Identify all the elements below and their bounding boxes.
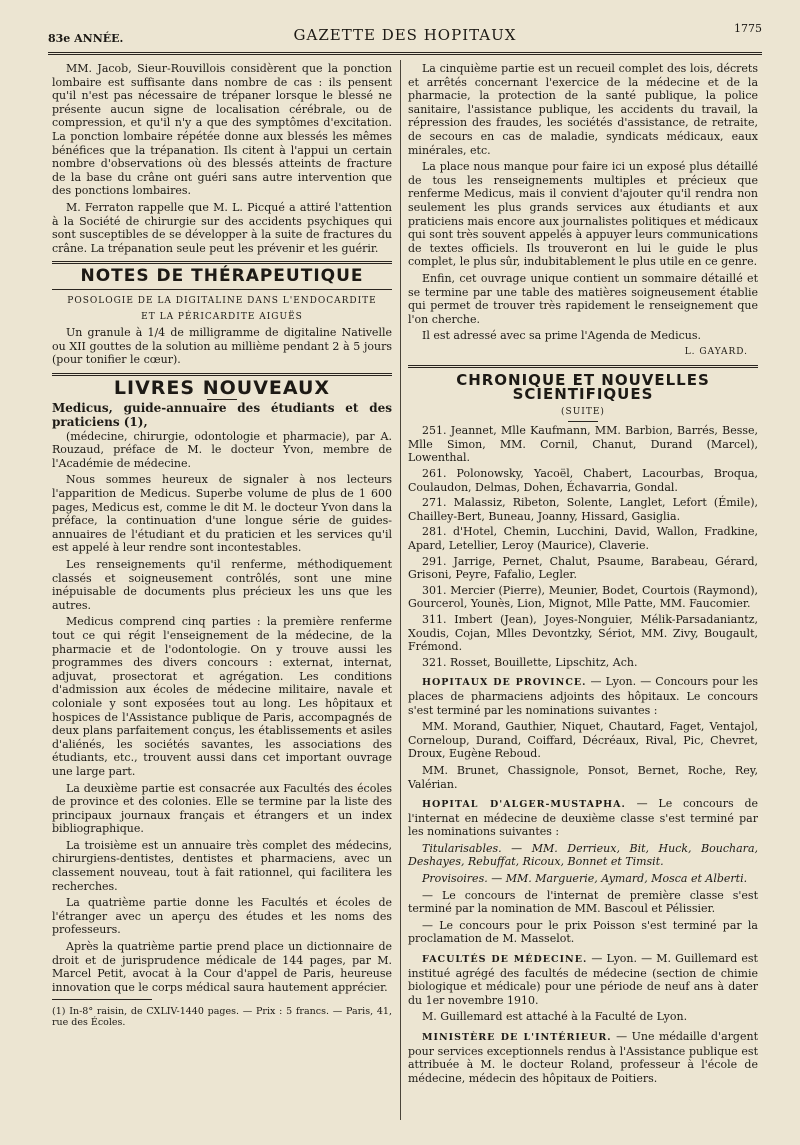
paragraph: La troisième est un annuaire très complet des médecins, chirurgiens-dentistes, dentistes et pharmaciens, avec un classement nouveau, tout à fait rationnel, qui facilitera les recherches.: [52, 838, 392, 893]
paragraph: Enfin, cet ouvrage unique contient un sommaire détaillé et se termine par une table des matières soigneusement établie qui permet de trouver très rapidement le renseignement que l'on cherche.: [408, 271, 758, 326]
news-text: — Le concours de l'internat en médecine de deuxième classe s'est terminé par les nominations suivantes :: [408, 797, 758, 839]
subheading: POSOLOGIE DE LA DIGITALINE DANS L'ENDOCARDITE: [67, 295, 377, 306]
paragraph: MM. Brunet, Chassignole, Ponsot, Bernet, Roche, Rey, Valérian.: [408, 763, 758, 791]
book-subtitle: (médecine, chirurgie, odontologie et pharmacie), par A. Rouzaud, préface de M. le docteur Yvon, membre de l'Académie de médecine.: [52, 429, 392, 470]
news-item: [408, 1030, 758, 1085]
paragraph: Nous sommes heureux de signaler à nos lecteurs l'apparition de Medicus. Superbe volume de plus de 1 600 pages, Medicus est, comme le dit M. le docteur Yvon dans la préface, la continuation d'une longue série de guides-annuaires de l'étudiant et du praticien et les services qu'il est appelé à leur rendre sont incontestables.: [52, 473, 392, 555]
news-text: — Lyon. — M. Guillemard est institué agrégé des facultés de médecine (section de chimie biologique et médicale) pour une période de neuf ans à dater du 1er novembre 1910.: [408, 952, 758, 1007]
paragraph: La place nous manque pour faire ici un exposé plus détaillé de tous les renseignements multiples et précieux que renferme Medicus, mais il convient d'ajouter qu'il rendra non seulement les plus grands services aux étudiants et aux praticiens mais encore aux journalistes politiques et médicaux qui sont très souvent appelés à appuyer leurs communications de textes officiels. Ils trouveront en lui le guide le plus complet, le plus sûr, indubitablement le plus utile en ce genre.: [408, 160, 758, 269]
paragraph: La deuxième partie est consacrée aux Facultés des écoles de province et des colonies. Elle se termine par la liste des principaux journaux français et étrangers et un index bibliographique.: [52, 781, 392, 836]
section-title-therapeutique: NOTES DE THÉRAPEUTIQUE: [80, 266, 364, 287]
news-heading: FACULTÉS DE MÉDECINE.: [422, 954, 588, 966]
column-divider: [400, 60, 401, 1120]
divider: [52, 373, 392, 376]
page-header: [48, 22, 762, 44]
paragraph: — Le concours de l'internat de première classe s'est terminé par la nomination de MM. Bascoul et Pélissier.: [408, 888, 758, 916]
divider: [408, 365, 758, 368]
news-heading: HOPITAUX DE PROVINCE.: [422, 677, 587, 689]
paragraph: Les renseignements qu'il renferme, méthodiquement classés et soigneusement contrôlés, sont une mine inépuisable de documents plus précieux les uns que les autres.: [52, 558, 392, 612]
news-heading: HOPITAL D'ALGER-MUSTAPHA.: [422, 799, 626, 811]
news-item: [408, 952, 758, 1007]
issue-year: 83e ANNÉE.: [48, 32, 124, 45]
news-item: [408, 675, 758, 717]
right-column: [408, 62, 758, 1088]
paragraph: Provisoires. — MM. Marguerie, Aymard, Mosca et Alberti.: [422, 872, 748, 886]
paragraph: La quatrième partie donne les Facultés et écoles de l'étranger avec un aperçu des études et les noms des professeurs.: [52, 896, 392, 937]
nomination-list: [408, 424, 758, 669]
paragraph: — Le concours pour le prix Poisson s'est terminé par la proclamation de M. Masselot.: [408, 918, 758, 946]
subheading: ET LA PÉRICARDITE AIGUËS: [141, 311, 303, 322]
section-title-chronique: CHRONIQUE ET NOUVELLES SCIENTIFIQUES: [456, 371, 710, 404]
list-item: 301. Mercier (Pierre), Meunier, Bodet, Courtois (Raymond), Gourcerol, Younès, Lion, Mignot, Mlle Patte, MM. Faucomier.: [408, 583, 758, 611]
divider: [52, 289, 392, 290]
news-text: — Lyon. — Concours pour les places de pharmaciens adjoints des hôpitaux. Le concours s'est terminé par les nominations suivantes :: [408, 675, 759, 717]
page-number: 1775: [734, 22, 762, 35]
list-item: 251. Jeannet, Mlle Kaufmann, MM. Barbion, Barrés, Besse, Mlle Simon, MM. Cornil, Chanut, Durand (Marcel), Lowenthal.: [408, 424, 758, 465]
book-title: Medicus, guide-annuaire des étudiants et des praticiens (1),: [52, 401, 392, 430]
paragraph: M. Ferraton rappelle que M. L. Picqué a attiré l'attention à la Société de chirurgie sur des accidents psychiques qui sont susceptibles de se développer à la suite de fractures du crâne. La trépanation seule peut les prévenir et les guérir.: [52, 200, 392, 255]
list-item: 271. Malassiz, Ribeton, Solente, Langlet, Lefort (Émile), Chailley-Bert, Buneau, Joanny, Hissard, Gasiglia.: [408, 496, 758, 523]
divider: [52, 261, 392, 264]
divider: [568, 421, 598, 422]
paragraph: La cinquième partie est un recueil complet des lois, décrets et arrêtés concernant l'exercice de la médecine et de la pharmacie, la protection de la santé publique, la police sanitaire, l'assistance publique, les accidents du travail, la répression des fraudes, les sociétés d'assistance, de retraite, de secours en cas de maladie, syndicats médicaux, eaux minérales, etc.: [408, 62, 758, 157]
news-text: — Une médaille d'argent pour services exceptionnels rendus à l'Assistance publique est attribuée à M. le docteur Roland, professeur à l'école de médecine, médecin des hôpitaux de Poitiers.: [408, 1030, 758, 1085]
list-item: 321. Rosset, Bouillette, Lipschitz, Ach.: [422, 655, 638, 669]
left-column: [52, 62, 392, 1028]
signature: L. GAYARD.: [684, 346, 748, 357]
paragraph: Medicus comprend cinq parties : la première renferme tout ce qui régit l'enseignement de la médecine, de la pharmacie et de l'odontologie. On y trouve aussi les programmes des divers concours : externat, internat, adjuvat, prosectorat et agrégation. Les conditions d'admission aux écoles de médecine militaire, navale et coloniale y sont exposées tout au long. Les hôpitaux et hospices de l'Assistance publique de Paris, accompagnés de deux plans parfaitement conçus, les établissements et asiles d'aliénés, les sociétés savantes, les associations des étudiants, etc., trouvent aussi dans cet important ouvrage une large part.: [52, 615, 392, 778]
footnote: (1) In-8° raisin, de CXLIV-1440 pages. — Prix : 5 francs. — Paris, 41, rue des Écoles.: [52, 1006, 392, 1029]
divider: [207, 399, 237, 400]
paragraph: M. Guillemard est attaché à la Faculté de Lyon.: [422, 1010, 688, 1024]
journal-title: GAZETTE DES HOPITAUX: [293, 26, 517, 44]
footnote-rule: [52, 999, 152, 1000]
news-item: [408, 797, 758, 839]
paragraph: Après la quatrième partie prend place un dictionnaire de droit et de jurisprudence médicale de 144 pages, par M. Marcel Petit, avocat à la Cour d'appel de Paris, heureuse innovation que le corps médical saura hautement apprécier.: [52, 940, 392, 994]
subheading: (SUITE): [561, 406, 605, 417]
section-title-livres: LIVRES NOUVEAUX: [113, 376, 331, 399]
list-item: 281. d'Hotel, Chemin, Lucchini, David, Wallon, Fradkine, Apard, Letellier, Leroy (Maurice), Claverie.: [408, 525, 758, 552]
paragraph: Il est adressé avec sa prime l'Agenda de Medicus.: [422, 329, 701, 343]
paragraph: Un granule à 1/4 de milligramme de digitaline Nativelle ou XII gouttes de la solution au millième pendant 2 à 5 jours (pour tonifier le cœur).: [52, 326, 392, 367]
paragraph: MM. Morand, Gauthier, Niquet, Chautard, Faget, Ventajol, Corneloup, Durand, Coiffard, Décréaux, Rival, Pic, Chevret, Droux, Eugène Reboud.: [408, 720, 758, 761]
news-heading: MINISTÈRE DE L'INTÉRIEUR.: [422, 1032, 612, 1043]
header-rule: [48, 52, 762, 55]
list-item: 311. Imbert (Jean), Joyes-Nonguier, Mélik-Parsadaniantz, Xoudis, Cojan, Mlles Devontzky, Sériot, MM. Zivy, Bougault, Frémond.: [408, 612, 758, 654]
paragraph: MM. Jacob, Sieur-Rouvillois considèrent que la ponction lombaire est suffisante dans nombre de cas : ils pensent qu'il n'est pas nécessaire de trépaner lorsque le blessé ne présente aucun signe de localisation cérébrale, ou de compression, et qu'il n'y a que des symptômes d'excitation. La ponction lombaire répétée donne aux blessés les mêmes bénéfices que la trépanation. Ils citent à l'appui un certain nombre d'observations où des blessés atteints de fracture de la base du crâne ont guéri sans autre intervention que des ponctions lombaires.: [52, 62, 392, 198]
paragraph: Titularisables. — MM. Derrieux, Bit, Huck, Bouchara, Deshayes, Rebuffat, Ricoux, Bonnet et Timsit.: [408, 841, 758, 869]
list-item: 261. Polonowsky, Yacoël, Chabert, Lacourbas, Broqua, Coulaudon, Delmas, Dohen, Échavarria, Gondal.: [408, 467, 758, 494]
list-item: 291. Jarrige, Pernet, Chalut, Psaume, Barabeau, Gérard, Grisoni, Peyre, Fafalio, Legler.: [408, 554, 758, 582]
